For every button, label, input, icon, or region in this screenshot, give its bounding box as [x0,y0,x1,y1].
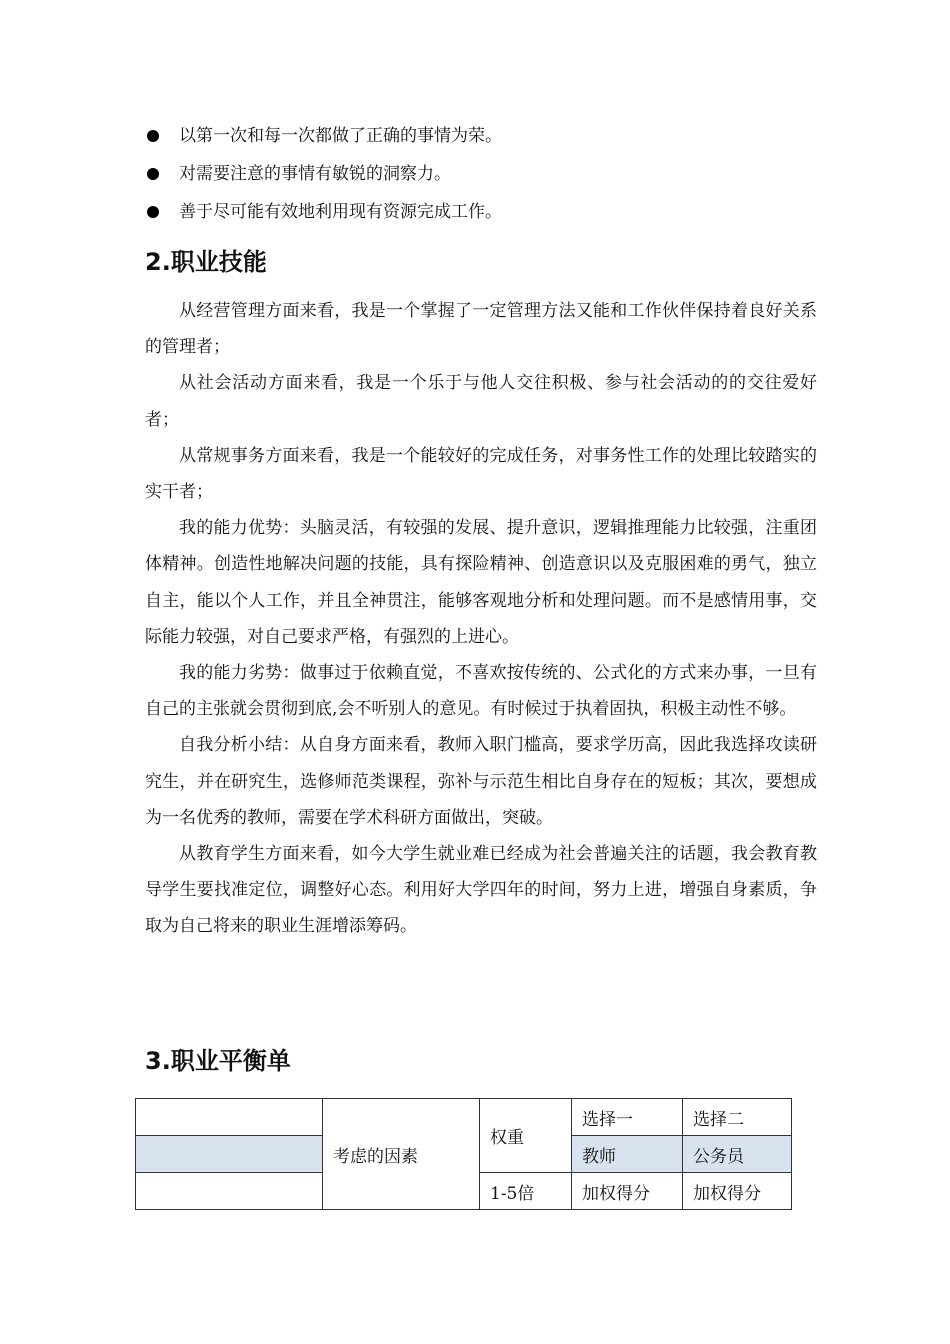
section-heading-skills: 2.职业技能 [145,248,267,276]
paragraph: 从教育学生方面来看，如今大学生就业难已经成为社会普遍关注的话题，我会教育教导学生要找准定位，调整好心态。利用好大学四年的时间，努力上进，增强自身素质，争取为自己将来的职业生涯增添筹码。 [145,844,817,937]
weight-header-cell: 权重 [480,1099,572,1173]
paragraph: 从经营管理方面来看，我是一个掌握了一定管理方法又能和工作伙伴保持着良好关系的管理者； [145,301,817,358]
bullet-list [145,120,502,234]
bullet-item [145,120,502,158]
score1-label-cell: 加权得分 [572,1173,683,1210]
option2-header-cell: 选择二 [683,1099,792,1136]
career-balance-table [135,1098,792,1210]
paragraph: 自我分析小结：从自身方面来看，教师入职门槛高，要求学历高，因此我选择攻读研究生，并在研究生，选修师范类课程，弥补与示范生相比自身存在的短板；其次，要想成为一名优秀的教师，需要在学术科研方面做出，突破。 [145,735,817,828]
weight-range-cell: 1-5倍 [480,1173,572,1210]
bullet-dot-icon [147,206,159,218]
paragraph: 我的能力优势：头脑灵活，有较强的发展、提升意识，逻辑推理能力比较强，注重团体精神。创造性地解决问题的技能，具有探险精神、创造意识以及克服困难的勇气，独立自主，能以个人工作，并且全神贯注，能够客观地分析和处理问题。而不是感情用事，交际能力较强，对自己要求严格，有强烈的上进心。 [145,518,817,647]
table-cell-empty [136,1099,323,1136]
bullet-item [145,196,502,234]
table-cell-empty [136,1173,323,1210]
bullet-dot-icon [147,168,159,180]
table-row [136,1099,792,1136]
bullet-text: 善于尽可能有效地利用现有资源完成工作。 [179,202,502,222]
table-cell-empty [136,1136,323,1173]
paragraph: 我的能力劣势：做事过于依赖直觉，不喜欢按传统的、公式化的方式来办事，一旦有自己的主张就会贯彻到底,会不听别人的意见。有时候过于执着固执，积极主动性不够。 [145,663,817,720]
bullet-text: 对需要注意的事情有敏锐的洞察力。 [179,164,451,184]
option1-value-cell: 教师 [572,1136,683,1173]
paragraph: 从常规事务方面来看，我是一个能较好的完成任务，对事务性工作的处理比较踏实的实干者； [145,445,817,503]
skills-body [145,293,817,945]
paragraph: 从社会活动方面来看，我是一个乐于与他人交往积极、参与社会活动的的交往爱好者； [145,373,817,430]
bullet-text: 以第一次和每一次都做了正确的事情为荣。 [179,126,502,146]
score2-label-cell: 加权得分 [683,1173,792,1210]
option2-value-cell: 公务员 [683,1136,792,1173]
factor-header-cell: 考虑的因素 [323,1099,480,1210]
bullet-dot-icon [147,130,159,142]
option1-header-cell: 选择一 [572,1099,683,1136]
section-heading-balance-sheet: 3.职业平衡单 [145,1047,291,1075]
bullet-item [145,158,502,196]
